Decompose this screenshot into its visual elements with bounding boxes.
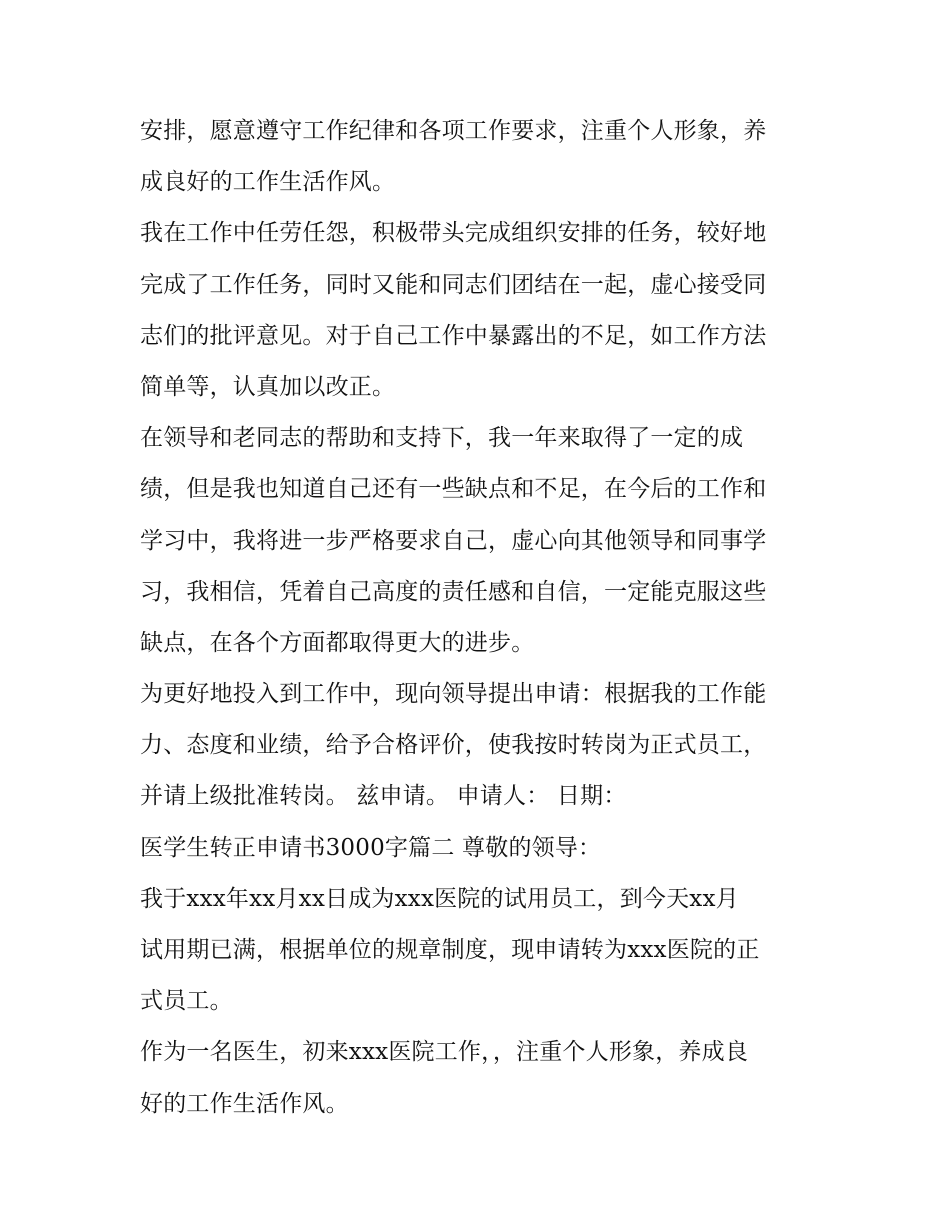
text-line: 作为一名医生，初来xxx医院工作，，注重个人形象，养成良 xyxy=(140,1039,749,1066)
text-line: 式员工。 xyxy=(140,988,233,1015)
text-line: 医学生转正申请书3000字篇二 尊敬的领导： xyxy=(140,834,602,861)
text-line: 缺点，在各个方面都取得更大的进步。 xyxy=(140,629,535,656)
document-body xyxy=(140,106,830,1130)
text-line: 学习中，我将进一步严格要求自己，虚心向其他领导和同事学 xyxy=(140,527,767,554)
text-line: 试用期已满，根据单位的规章制度，现申请转为xxx医院的正 xyxy=(140,937,760,963)
text-line: 并请上级批准转岗。 兹申请。 申请人： 日期： xyxy=(140,783,627,810)
text-line: 完成了工作任务，同时又能和同志们团结在一起，虚心接受同 xyxy=(140,271,767,298)
text-line: 我在工作中任劳任怨，积极带头完成组织安排的任务，较好地 xyxy=(140,220,767,247)
text-line: 成良好的工作生活作风。 xyxy=(140,169,396,196)
text-line: 在领导和老同志的帮助和支持下，我一年来取得了一定的成 xyxy=(140,425,744,452)
text-line: 好的工作生活作风。 xyxy=(140,1090,349,1117)
text-line: 力、态度和业绩，给予合格评价，使我按时转岗为正式员工， xyxy=(140,732,767,759)
text-line: 安排，愿意遵守工作纪律和各项工作要求，注重个人形象，养 xyxy=(140,118,767,144)
text-line: 志们的批评意见。对于自己工作中暴露出的不足，如工作方法 xyxy=(140,322,767,349)
text-line: 绩，但是我也知道自己还有一些缺点和不足，在今后的工作和 xyxy=(140,476,767,503)
text-line: 习，我相信，凭着自己高度的责任感和自信，一定能克服这些 xyxy=(140,578,767,605)
text-line: 简单等，认真加以改正。 xyxy=(140,373,396,400)
text-line: 我于xxx年xx月xx日成为xxx医院的试用员工，到今天xx月 xyxy=(140,885,739,912)
text-line: 为更好地投入到工作中，现向领导提出申请：根据我的工作能 xyxy=(140,681,767,708)
